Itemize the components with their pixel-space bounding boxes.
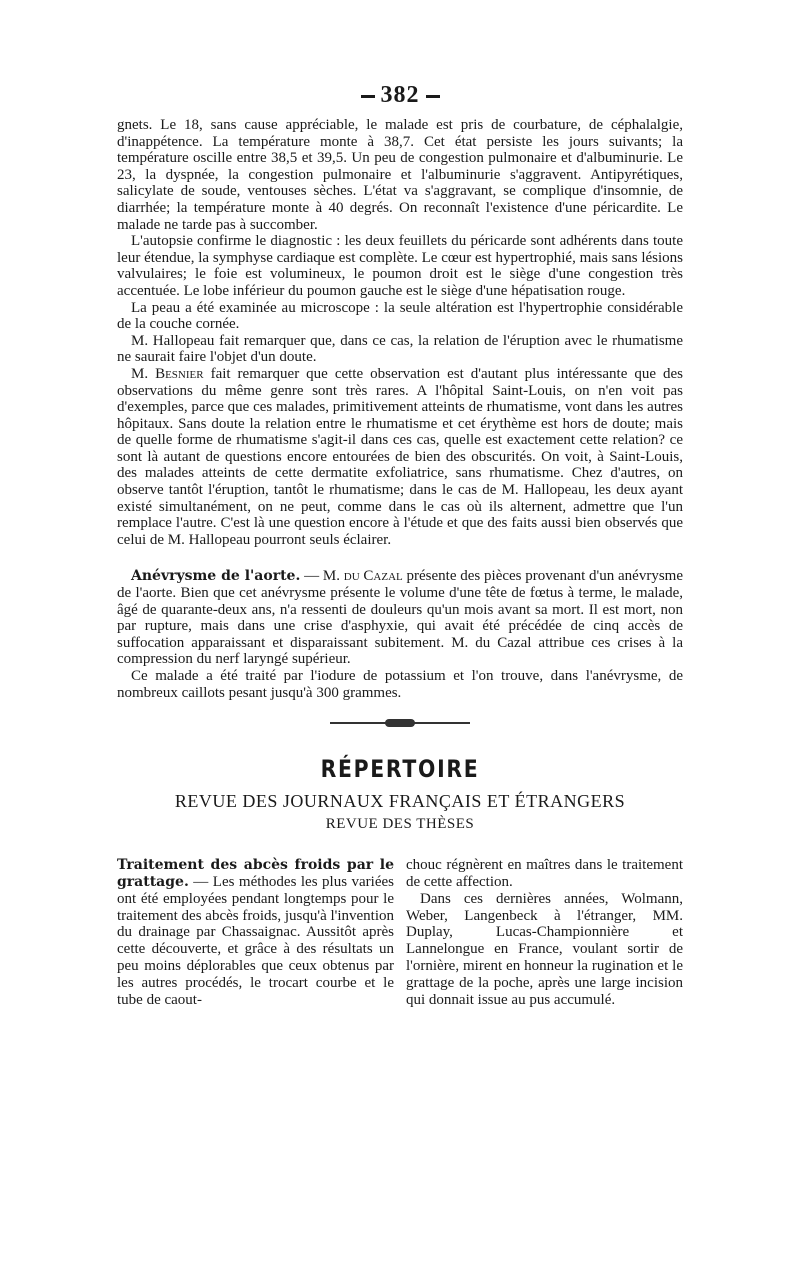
right-column: [406, 857, 683, 1008]
aneurysm-text: présente des pièces provenant d'un anévrysme de l'aorte. Bien que cet anévrysme présente le volume d'une tête de fœtus à terme, le malade, âgé de quarante-deux ans, n'a ressenti de douleurs qu'un mois avant sa mort. Il est mort, non par rupture, mais dans une crise d'asphyxie, qui avait été précédée de cinq accès de suffocation apparaissant et disparaissant subitement. M. du Cazal attribue ces crises à la compression du nerf laryngé supérieur.: [117, 568, 683, 668]
aneurysm-author: du Cazal: [343, 568, 403, 585]
left-column: [117, 857, 394, 1008]
aneurysm-lead: — M.: [300, 568, 344, 585]
document-page: [117, 82, 683, 1008]
aneurysm-heading: Anévrysme de l'aorte.: [131, 568, 301, 585]
section-subsubtitle: REVUE DES THÈSES: [325, 816, 475, 833]
abscess-heading: Traitement des abcès froids par le grattage.: [117, 857, 394, 890]
abscess-text: — Les méthodes les plus variées ont été employées pendant longtemps pour le traitement des abcès froids, jusqu'à l'invention du drainage par Chassaignac. Aussitôt après cette découverte, et grâce à des résultats un peu moins déplorables que ceux obtenus par les autres procédés, le trocart courbe et le tube de caout-: [117, 873, 395, 1008]
besnier-text: fait remarquer que cette observation est d'autant plus intéressante que des observations du même genre sont très rares. A l'hôpital Saint-Louis, on n'en voit pas d'exemples, parce que ces malades, primitivement atteints de rhumatisme, vont dans les autres hôpitaux. Sans doute la relation entre le rhumatisme et cet érythème est hors de doute; mais de quelle forme de rhumatisme s'agit-il dans ces cas, quelle est exactement cette relation? ce sont là autant de questions encore entourées de bien des obscurités. On voit, à Saint-Louis, des malades atteints de cette dermatite exfoliatrice, sans rhumatisme. Chez d'autres, on observe tantôt l'éruption, tantôt le rhumatisme; dans le cas de M. Hallopeau, les deux ayant existé simultanément, on ne peut, comme dans le cas où ils alternent, admettre que l'un remplace l'autre. C'est là une question encore à l'étude et que des faits aussi bien observés que celui de M. Hallopeau pourront seuls éclairer.: [117, 365, 684, 548]
two-column-article: [117, 857, 683, 1008]
besnier-name: M. Besnier: [131, 365, 204, 382]
divider-ornament: [385, 719, 415, 727]
ornamental-divider: [330, 719, 470, 727]
right-column-paragraph: Dans ces dernières années, Wolmann, Weber, Langenbeck à l'étranger, MM. Duplay, Lucas-Championnière et Lannelongue en France, voulant sortir de l'ornière, mirent en honneur la rugination et le grattage de la poche, après une large incision qui donnait issue au pus accumulé.: [406, 890, 683, 1008]
paragraph-besnier: [117, 366, 683, 549]
paragraph-aneurysm-followup: Ce malade a été traité par l'iodure de potassium et l'on trouve, dans l'anévrysme, de nombreux caillots pesant jusqu'à 300 grammes.: [117, 668, 683, 701]
section-title: RÉPERTOIRE: [320, 755, 480, 784]
paragraph-microscope: La peau a été examinée au microscope : la seule altération est l'hypertrophie considérable de la couche cornée.: [117, 299, 683, 333]
section-subtitle: REVUE DES JOURNAUX FRANÇAIS ET ÉTRANGERS: [174, 791, 626, 812]
right-column-continuation: chouc régnèrent en maîtres dans le traitement de cette affection.: [406, 857, 683, 890]
left-column-text: [117, 857, 394, 1008]
paragraph-aneurysm: [117, 568, 683, 668]
paragraph-case-course: gnets. Le 18, sans cause appréciable, le malade est pris de courbature, de céphalalgie, d'inappétence. La température monte à 38,7. Cet état persiste les jours suivants; la température oscille entre 38,5 et 39,5. Un peu de congestion pulmonaire et d'albuminurie. Le 23, la dyspnée, la congestion pulmonaire et l'albuminurie s'aggravent. Antipyrétiques, salicylate de soude, ventouses sèches. L'état va s'aggravant, se complique d'insomnie, de diarrhée; la température monte à 40 degrés. On reconnaît l'existence d'une péricardite. Le malade ne tarde pas à succomber.: [117, 117, 683, 233]
paragraph-hallopeau: M. Hallopeau fait remarquer que, dans ce cas, la relation de l'éruption avec le rhumatisme ne saurait faire l'objet d'un doute.: [117, 332, 683, 366]
paragraph-autopsy: L'autopsie confirme le diagnostic : les deux feuillets du péricarde sont adhérents dans toute leur étendue, la symphyse cardiaque est complète. Le cœur est hypertrophié, mais sans lésions valvulaires; le foie est volumineux, le poumon droit est le siège d'une congestion très accentuée. Le lobe inférieur du poumon gauche est le siège d'une hépatisation rouge.: [117, 233, 683, 299]
page-number: 382: [117, 82, 683, 109]
